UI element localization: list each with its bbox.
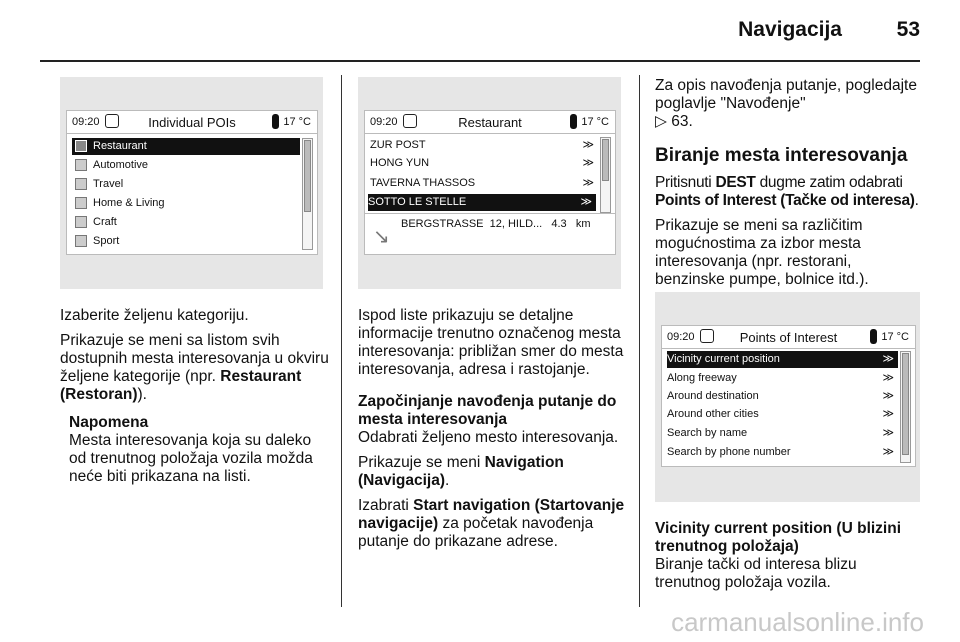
- chevron-right-icon: ≫: [582, 157, 594, 169]
- list-item[interactable]: Travel: [72, 176, 123, 193]
- screenshot-restaurant-list: [358, 77, 621, 289]
- chevron-right-icon: ≫: [882, 372, 894, 384]
- paragraph: Izaberite željenu kategoriju.: [60, 307, 249, 324]
- list-item[interactable]: Search by phone number ≫: [667, 444, 898, 461]
- paragraph: Ispod liste prikazuju se detaljne informacije trenutno označenog mesta interesovanja: približan smer do mesta interesovanja, adresa i rastojanje.: [358, 307, 624, 378]
- list-item[interactable]: ZUR POST ≫: [370, 137, 598, 154]
- temperature: 17 °C: [283, 116, 311, 128]
- screen-title: Individual POIs: [148, 115, 236, 130]
- detail-bar: [365, 213, 615, 254]
- paragraph: Izabrati Start navigation (Startovanje navigacije) za početak navođenja putanje do prikazane adrese.: [358, 497, 625, 550]
- screenshot-individual-pois: [60, 77, 323, 289]
- scrollbar[interactable]: [302, 138, 313, 250]
- temperature: 17 °C: [881, 331, 909, 343]
- section-heading: Biranje mesta interesovanja: [655, 145, 908, 166]
- paragraph: Prikazuje se meni Navigation (Navigacija).: [358, 454, 564, 489]
- note-text: Mesta interesovanja koja su daleko od trenutnog položaja vozila možda neće biti prikazana na listi.: [69, 432, 313, 485]
- page-header-title: Navigacija: [738, 18, 842, 41]
- clock-time: 09:20: [72, 116, 100, 128]
- direction-arrow-icon: ↘: [373, 226, 390, 248]
- category-icon: [75, 235, 87, 247]
- chevron-right-icon: ≫: [582, 139, 594, 151]
- scrollbar[interactable]: [600, 137, 611, 213]
- category-icon: [75, 197, 87, 209]
- clock-time: 09:20: [667, 331, 695, 343]
- thermometer-icon: [272, 114, 279, 129]
- watermark: carmanualsonline.info: [671, 607, 924, 637]
- chevron-right-icon: ≫: [582, 177, 594, 189]
- column-1: [60, 307, 332, 486]
- status-bar: [662, 326, 915, 349]
- thermometer-icon: [870, 329, 877, 344]
- chevron-right-icon: ≫: [882, 446, 894, 458]
- display-screen: [661, 325, 916, 467]
- section-heading: Započinjanje navođenja putanje do mesta interesovanja: [358, 393, 617, 428]
- display-screen: [364, 110, 616, 255]
- temperature: 17 °C: [581, 116, 609, 128]
- list-item[interactable]: Home & Living: [72, 195, 165, 212]
- chevron-right-icon: ≫: [882, 408, 894, 420]
- poi-detail: BERGSTRASSE 12, HILD... 4.3 km: [401, 218, 591, 230]
- list-item[interactable]: TAVERNA THASSOS ≫: [370, 175, 598, 192]
- list-item[interactable]: Automotive: [72, 157, 148, 174]
- list-item[interactable]: Around destination ≫: [667, 388, 898, 405]
- list-item[interactable]: Around other cities ≫: [667, 406, 898, 423]
- paragraph: Biranje tački od interesa blizu trenutnog položaja vozila.: [655, 556, 857, 591]
- category-icon: [75, 178, 87, 190]
- paragraph: Za opis navođenja putanje, pogledajte poglavlje "Navođenje" ▷ 63.: [655, 77, 917, 130]
- paragraph: Pritisnuti DEST dugme zatim odabrati Points of Interest (Tačke od interesa).: [655, 174, 919, 209]
- chevron-right-icon: ≫: [580, 196, 592, 208]
- column-3-lower: [655, 520, 923, 599]
- section-heading: Vicinity current position (U blizini trenutnog položaja): [655, 520, 902, 555]
- screen-title: Points of Interest: [739, 330, 838, 345]
- list-item[interactable]: Search by name ≫: [667, 425, 898, 442]
- list-item[interactable]: Vicinity current position ≫: [667, 351, 898, 368]
- list-item[interactable]: Along freeway ≫: [667, 370, 898, 387]
- column-3: [655, 77, 923, 296]
- chevron-right-icon: ≫: [882, 427, 894, 439]
- column-divider-2: [639, 75, 640, 607]
- list-item[interactable]: Sport: [72, 233, 119, 250]
- screenshot-points-of-interest: [655, 292, 920, 502]
- list-item[interactable]: Restaurant: [72, 138, 300, 155]
- category-icon: [75, 140, 87, 152]
- category-icon: [75, 159, 87, 171]
- note-title: Napomena: [69, 414, 149, 431]
- paragraph: Odabrati željeno mesto interesovanja.: [358, 429, 619, 446]
- column-2: [358, 307, 630, 558]
- category-icon: [75, 216, 87, 228]
- list-item[interactable]: SOTTO LE STELLE ≫: [368, 194, 596, 211]
- header-rule: [40, 60, 920, 62]
- scrollbar[interactable]: [900, 351, 911, 463]
- list-item[interactable]: HONG YUN ≫: [370, 155, 598, 172]
- paragraph: Prikazuje se meni sa listom svih dostupnih mesta interesovanja u okviru željene kategorije (npr. Restaurant (Restoran)).: [60, 332, 329, 403]
- display-screen: [66, 110, 318, 255]
- page-number: 53: [896, 18, 920, 41]
- chevron-right-icon: ≫: [882, 353, 894, 365]
- reference-arrow-icon: ▷: [655, 113, 667, 130]
- clock-time: 09:20: [370, 116, 398, 128]
- status-bar: [365, 111, 615, 134]
- thermometer-icon: [570, 114, 577, 129]
- screen-title: Restaurant: [458, 115, 522, 130]
- note: [60, 414, 332, 486]
- paragraph: Prikazuje se meni sa različitim mogućnostima za izbor mesta interesovanja (npr. restorani, benzinske pumpe, bolnice itd.).: [655, 217, 869, 288]
- status-bar: [67, 111, 317, 134]
- column-divider-1: [341, 75, 342, 607]
- chevron-right-icon: ≫: [882, 390, 894, 402]
- list-item[interactable]: Craft: [72, 214, 117, 231]
